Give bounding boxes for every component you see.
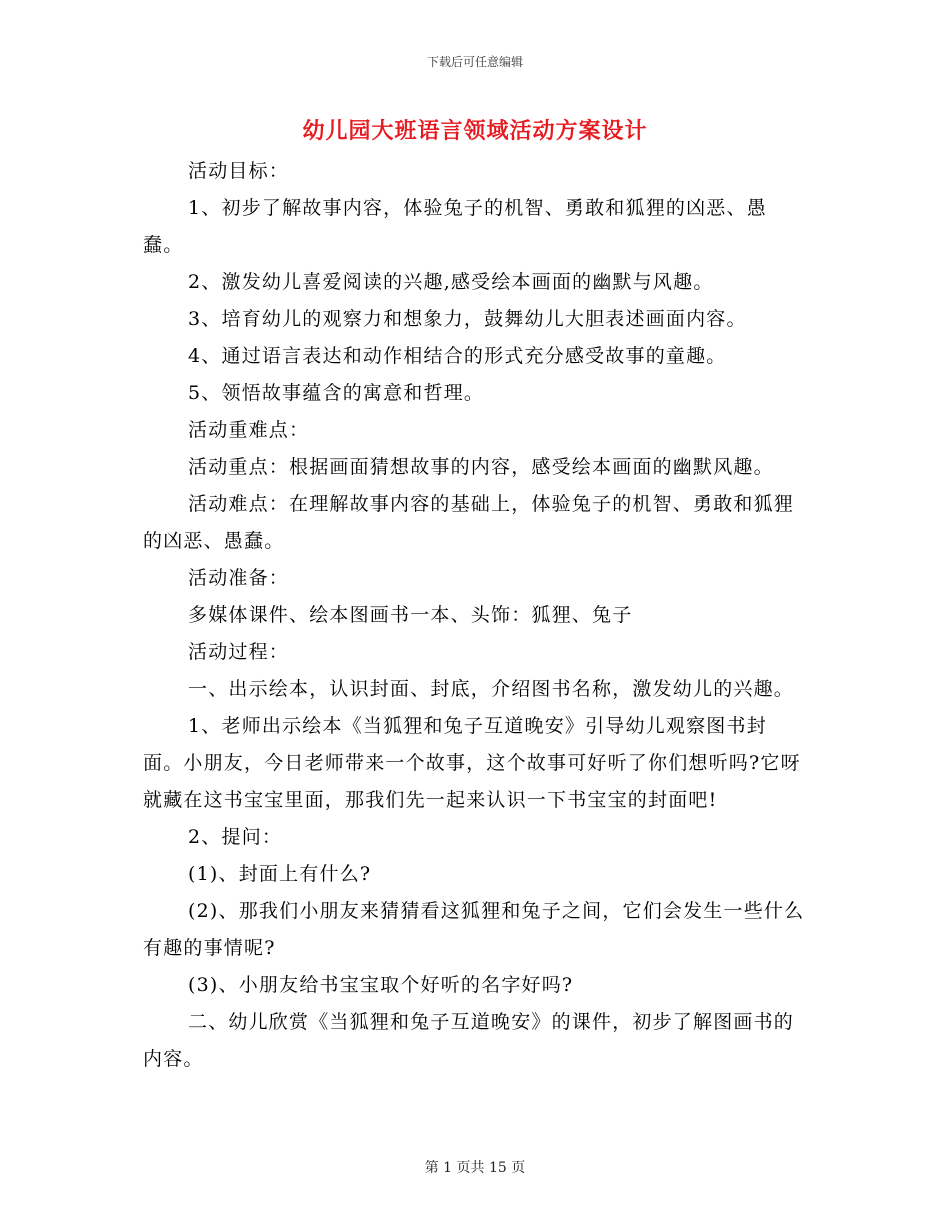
- page-header: 下载后可任意编辑: [426, 55, 523, 69]
- paragraph: 活动难点：在理解故事内容的基础上，体验兔子的机智、勇敢和狐狸的凶恶、愚蠢。: [143, 493, 795, 552]
- page-footer: 第 1 页共 15 页: [424, 1160, 526, 1176]
- paragraph: 活动准备：: [188, 567, 290, 589]
- paragraph: (2)、那我们小朋友来猜猜看这狐狸和兔子之间，它们会发生一些什么有趣的事情呢?: [143, 900, 805, 959]
- paragraph: 1、初步了解故事内容，体验兔子的机智、勇敢和狐狸的凶恶、愚蠢。: [143, 197, 767, 256]
- paragraph: 5、领悟故事蕴含的寓意和哲理。: [188, 382, 485, 404]
- paragraph: 2、激发幼儿喜爱阅读的兴趣,感受绘本画面的幽默与风趣。: [188, 271, 714, 293]
- paragraph: 1、老师出示绘本《当狐狸和兔子互道晚安》引导幼儿观察图书封面。小朋友，今日老师带来一个故事，这个故事可好听了你们想听吗?它呀就藏在这书宝宝里面，那我们先一起来认识一下书宝宝的封面吧!: [143, 715, 801, 811]
- paragraph: 活动重难点：: [188, 419, 310, 441]
- paragraph: 多媒体课件、绘本图画书一本、头饰：狐狸、兔子: [188, 604, 633, 626]
- paragraph: 2、提问：: [188, 826, 283, 848]
- paragraph: (1)、封面上有什么?: [188, 863, 372, 885]
- paragraph: 活动目标：: [188, 160, 290, 182]
- paragraph: 4、通过语言表达和动作相结合的形式充分感受故事的童趣。: [188, 345, 727, 367]
- paragraph: 一、出示绘本，认识封面、封底，介绍图书名称，激发幼儿的兴趣。: [188, 678, 795, 700]
- document-title: 幼儿园大班语言领域活动方案设计: [302, 119, 648, 144]
- paragraph: 活动过程：: [188, 641, 290, 663]
- document-body: [143, 153, 807, 1078]
- paragraph: 活动重点：根据画面猜想故事的内容，感受绘本画面的幽默风趣。: [188, 456, 774, 478]
- paragraph: (3)、小朋友给书宝宝取个好听的名字好吗?: [188, 974, 574, 996]
- paragraph: 3、培育幼儿的观察力和想象力，鼓舞幼儿大胆表述画面内容。: [188, 308, 747, 330]
- paragraph: 二、幼儿欣赏《当狐狸和兔子互道晚安》的课件，初步了解图画书的内容。: [143, 1011, 795, 1070]
